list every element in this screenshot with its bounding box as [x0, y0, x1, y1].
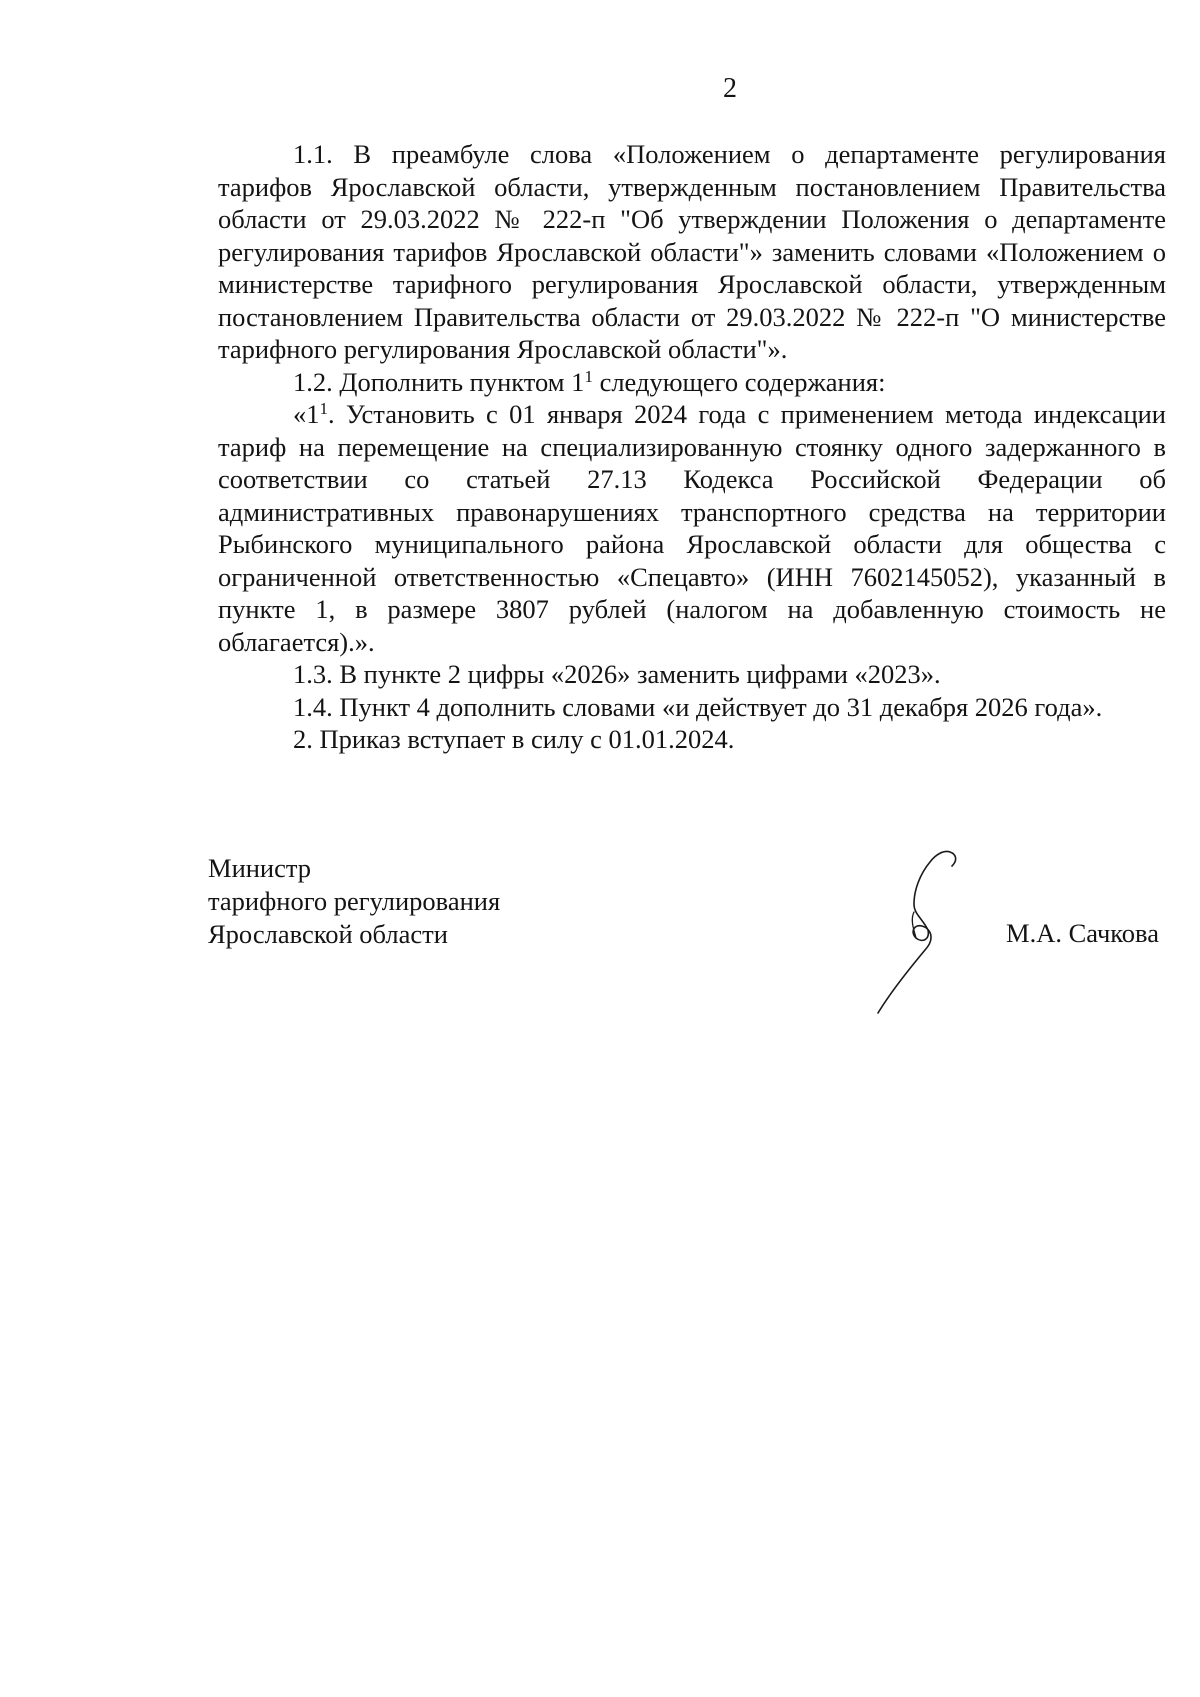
paragraph-1-2 — [218, 366, 1166, 399]
paragraph-1-1: 1.1. В преамбуле слова «Положением о департаменте регулирования тарифов Ярославской области, утвержденным постановлением Правительства области от 29.03.2022 № 222-п "Об утверждении Положения о департаменте регулирования тарифов Ярославской области"» заменить словами «Положением о министерстве тарифного регулирования Ярославской области, утвержденным постановлением Правительства области от 29.03.2022 № 222-п "О министерстве тарифного регулирования Ярославской области"». — [218, 139, 1166, 364]
paragraph-1-4: 1.4. Пункт 4 дополнить словами «и действует до 31 декабря 2026 года». — [293, 691, 1103, 722]
superscript: 1 — [584, 366, 593, 386]
paragraph-1-3: 1.3. В пункте 2 цифры «2026» заменить цифрами «2023». — [293, 659, 941, 689]
signatory-name: М.А. Сачкова — [1006, 918, 1159, 948]
signatory-title — [208, 852, 500, 951]
page-number: 2 — [723, 73, 737, 104]
paragraph-1-2-quote — [218, 398, 1166, 658]
handwritten-signature — [870, 848, 980, 1018]
signatory-title-line: Министр — [208, 853, 312, 883]
paragraph-2: 2. Приказ вступает в силу с 01.01.2024. — [293, 724, 735, 754]
quote-start: «1 — [293, 399, 320, 429]
signatory-title-line: тарифного регулирования — [208, 886, 501, 916]
paragraph-1-2-text-end: следующего содержания: — [592, 366, 886, 397]
signatory-title-line: Ярославской области — [208, 919, 448, 949]
quote-text: . Установить с 01 января 2024 года с применением метода индексации тариф на перемещение на специализированную стоянку одного задержанного в соответствии со статьей 27.13 Кодекса Российской Федерации об административных правонарушениях транспортного средства на территории Рыбинского муниципального района Ярославской области для общества с ограниченной ответственностью «Спецавто» (ИНН 7602145052), указанный в пункте 1, в размере 3807 рублей (налогом на добавленную стоимость не облагается).». — [218, 399, 1166, 657]
paragraph-1-2-text: 1.2. Дополнить пунктом 1 — [293, 366, 585, 397]
document-body — [218, 138, 1166, 756]
superscript: 1 — [319, 399, 328, 418]
